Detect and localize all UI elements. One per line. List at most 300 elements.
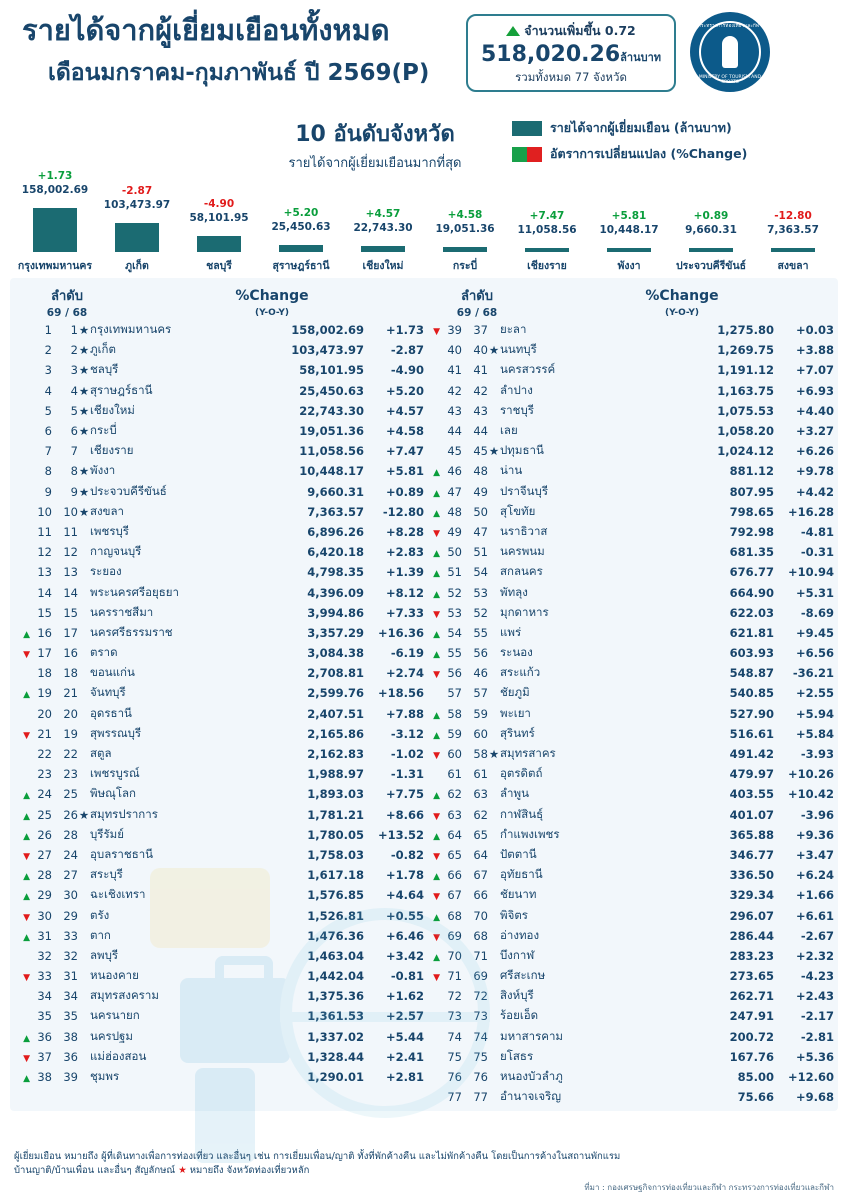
province-change: +9.45 — [795, 625, 834, 640]
main-province-star-icon — [488, 482, 500, 502]
rank-previous: 58 — [473, 747, 488, 762]
bar-item — [506, 176, 588, 252]
bar-pct-label: -12.80 — [774, 210, 812, 222]
province-revenue: 365.88 — [729, 827, 774, 842]
main-province-star-icon — [488, 946, 500, 966]
province-change: +6.61 — [795, 908, 834, 923]
province-name: บึงกาฬ — [500, 947, 535, 962]
rank-previous: 21 — [63, 686, 78, 701]
rank-current: 14 — [37, 585, 52, 600]
rank-change-arrow — [424, 865, 440, 885]
table-row — [424, 1006, 834, 1026]
province-revenue: 346.77 — [729, 847, 774, 862]
rank-change-arrow — [14, 340, 30, 360]
rank-change-arrow — [14, 502, 30, 522]
bar-category-label: สงขลา — [777, 260, 809, 272]
arrow-down-icon: ▼ — [433, 811, 440, 822]
province-name: พิษณุโลก — [90, 786, 137, 801]
bar-chart — [14, 166, 834, 274]
bar-value-label: 158,002.69 — [21, 184, 89, 196]
province-revenue: 1,361.53 — [307, 1009, 364, 1024]
bar-rect — [689, 248, 733, 252]
rank-previous: 17 — [63, 625, 78, 640]
rank-previous: 36 — [63, 1049, 78, 1064]
rank-change-arrow — [14, 603, 30, 623]
rank-previous: 54 — [473, 565, 488, 580]
main-province-star-icon — [78, 683, 90, 703]
province-name: พัทลุง — [500, 584, 528, 599]
province-revenue: 1,617.18 — [307, 868, 364, 883]
rank-current: 33 — [37, 969, 52, 984]
province-revenue: 1,163.75 — [717, 383, 774, 398]
province-revenue: 1,893.03 — [307, 787, 364, 802]
rank-change-arrow — [424, 663, 440, 683]
province-name: เลย — [500, 423, 518, 438]
left-rank-header: ลำดับ — [51, 289, 83, 304]
province-change: +1.66 — [795, 888, 834, 903]
main-province-star-icon — [488, 582, 500, 602]
main-province-star-icon — [78, 582, 90, 602]
main-province-star-icon: ★ — [78, 323, 90, 338]
province-change: +4.64 — [385, 888, 424, 903]
main-province-star-icon: ★ — [78, 464, 90, 479]
table-row — [14, 340, 424, 360]
ministry-logo — [690, 12, 770, 92]
province-revenue: 10,448.17 — [299, 464, 364, 479]
province-name: ภูเก็ต — [90, 342, 116, 357]
main-province-star-icon — [488, 704, 500, 724]
province-revenue: 664.90 — [729, 585, 774, 600]
province-change: +8.66 — [385, 807, 424, 822]
province-name: เพชรบุรี — [90, 523, 129, 538]
rank-current: 58 — [447, 706, 462, 721]
province-name: ลำพูน — [500, 786, 529, 801]
province-change: +5.81 — [385, 464, 424, 479]
province-change: -36.21 — [792, 666, 834, 681]
rank-previous: 16 — [63, 646, 78, 661]
province-change: -3.93 — [800, 747, 834, 762]
main-province-star-icon — [488, 461, 500, 481]
province-revenue: 6,420.18 — [307, 545, 364, 560]
footnote-line-2a: บ้านญาติ/บ้านเพื่อน และอื่นๆ สัญลักษณ์ — [14, 1164, 179, 1176]
bar-item — [670, 176, 752, 252]
province-name: แม่ฮ่องสอน — [90, 1048, 147, 1063]
province-revenue: 1,191.12 — [717, 363, 774, 378]
province-change: +8.12 — [385, 585, 424, 600]
page-title: รายได้จากผู้เยี่ยมเยือนทั้งหมด — [22, 13, 390, 47]
province-revenue: 1,328.44 — [307, 1049, 364, 1064]
arrow-down-icon: ▼ — [23, 1053, 30, 1064]
legend-item-change — [512, 144, 747, 164]
main-province-star-icon — [78, 724, 90, 744]
province-change: +5.31 — [795, 585, 834, 600]
rank-current: 68 — [447, 908, 462, 923]
rank-change-arrow — [14, 905, 30, 925]
province-name: ลำปาง — [500, 382, 533, 397]
bar-rect — [607, 248, 651, 252]
bar-item — [752, 176, 834, 252]
table-row — [14, 542, 424, 562]
province-name: เชียงราย — [90, 443, 134, 458]
province-change: +2.43 — [795, 989, 834, 1004]
rank-current: 21 — [37, 726, 52, 741]
province-change: -4.81 — [800, 524, 834, 539]
main-province-star-icon — [488, 320, 500, 340]
rank-previous: 50 — [473, 504, 488, 519]
bar-pct-label: +0.89 — [693, 210, 729, 222]
province-change: +1.78 — [385, 868, 424, 883]
main-province-star-icon — [488, 502, 500, 522]
rank-previous: 6 — [70, 424, 78, 439]
bar-value-label: 103,473.97 — [103, 199, 171, 212]
province-name: ยะลา — [500, 322, 527, 337]
rank-change-arrow — [424, 683, 440, 703]
rank-previous: 59 — [473, 706, 488, 721]
province-table — [10, 278, 838, 1111]
province-change: +9.68 — [795, 1090, 834, 1105]
arrow-up-icon: ▲ — [433, 488, 440, 499]
table-row — [14, 320, 424, 340]
province-change: +2.41 — [385, 1049, 424, 1064]
rank-current: 49 — [447, 524, 462, 539]
main-province-star-icon — [78, 744, 90, 764]
table-row — [14, 381, 424, 401]
arrow-up-icon: ▲ — [433, 650, 440, 661]
rank-change-arrow — [14, 522, 30, 542]
bar-item — [178, 176, 260, 252]
rank-current: 48 — [447, 504, 462, 519]
rank-previous: 49 — [473, 484, 488, 499]
rank-previous: 61 — [473, 767, 488, 782]
province-change: -8.69 — [800, 605, 834, 620]
province-name: ร้อยเอ็ด — [500, 1008, 539, 1023]
province-name: หนองบัวลำภู — [500, 1069, 563, 1084]
province-change: +2.74 — [385, 666, 424, 681]
province-name: ตราด — [90, 645, 118, 660]
province-name: ขอนแก่น — [90, 665, 135, 680]
rank-previous: 63 — [473, 787, 488, 802]
summary-value: 518,020.26 — [480, 42, 621, 67]
rank-previous: 28 — [63, 827, 78, 842]
rank-current: 40 — [447, 343, 462, 358]
bar-chart-labels — [14, 254, 834, 274]
province-name: นราธิวาส — [500, 523, 548, 538]
province-revenue: 167.76 — [729, 1049, 774, 1064]
table-row — [14, 724, 424, 744]
rank-previous: 75 — [473, 1049, 488, 1064]
table-row — [424, 764, 834, 784]
rank-current: 17 — [37, 646, 52, 661]
main-province-star-icon — [78, 704, 90, 724]
province-revenue: 2,708.81 — [307, 666, 364, 681]
province-change: +0.89 — [385, 484, 424, 499]
rank-previous: 22 — [63, 747, 78, 762]
main-province-star-icon — [78, 603, 90, 623]
legend-label-change: อัตราการเปลี่ยนแปลง (%Change) — [550, 146, 748, 161]
header — [0, 0, 848, 112]
province-change: -0.81 — [390, 969, 424, 984]
table-row — [424, 542, 834, 562]
bar-value-label: 10,448.17 — [599, 224, 659, 236]
province-revenue: 329.34 — [729, 888, 774, 903]
rank-current: 25 — [37, 807, 52, 822]
rank-current: 35 — [37, 1009, 52, 1024]
province-revenue: 881.12 — [729, 464, 774, 479]
province-change: +1.39 — [385, 565, 424, 580]
main-province-star-icon — [488, 845, 500, 865]
bar-pct-label: -2.87 — [121, 185, 153, 198]
province-revenue: 807.95 — [729, 484, 774, 499]
rank-change-arrow — [424, 845, 440, 865]
main-province-star-icon — [78, 966, 90, 986]
rank-change-arrow — [14, 1047, 30, 1067]
province-change: +9.36 — [795, 827, 834, 842]
table-row — [14, 805, 424, 825]
table-row — [14, 764, 424, 784]
bar-category-label: ประจวบคีรีขันธ์ — [675, 260, 747, 272]
rank-previous: 51 — [473, 545, 488, 560]
table-row — [14, 562, 424, 582]
rank-current: 9 — [44, 484, 52, 499]
arrow-down-icon: ▼ — [433, 327, 440, 338]
province-name: อำนาจเจริญ — [500, 1089, 562, 1104]
rank-previous: 64 — [473, 847, 488, 862]
province-change: +7.75 — [385, 787, 424, 802]
table-row — [424, 502, 834, 522]
main-province-star-icon — [78, 1047, 90, 1067]
table-row — [14, 986, 424, 1006]
rank-current: 22 — [37, 747, 52, 762]
footer — [0, 1150, 848, 1200]
rank-current: 65 — [447, 847, 462, 862]
rank-change-arrow — [424, 926, 440, 946]
star-icon: ★ — [178, 1164, 187, 1176]
table-row — [424, 784, 834, 804]
bar-category-label: เชียงราย — [527, 260, 567, 272]
rank-previous: 12 — [63, 545, 78, 560]
province-revenue: 1,075.53 — [717, 403, 774, 418]
bar-value-label: 58,101.95 — [189, 211, 249, 224]
table-row — [14, 825, 424, 845]
rank-previous: 67 — [473, 868, 488, 883]
bar-category-label: สุราษฎร์ธานี — [272, 260, 330, 272]
rank-previous: 68 — [473, 928, 488, 943]
main-province-star-icon: ★ — [488, 747, 500, 762]
table-row — [424, 825, 834, 845]
province-change: +4.57 — [385, 403, 424, 418]
rank-previous: 10 — [63, 504, 78, 519]
rank-change-arrow — [424, 441, 440, 461]
footnote-line-2b: หมายถึง จังหวัดท่องเที่ยวหลัก — [186, 1164, 310, 1176]
province-revenue: 527.90 — [729, 706, 774, 721]
province-revenue: 3,084.38 — [307, 646, 364, 661]
right-rank-header: ลำดับ — [461, 289, 493, 304]
rank-previous: 8 — [70, 464, 78, 479]
rank-previous: 4 — [70, 383, 78, 398]
bar-item — [424, 176, 506, 252]
province-change: +10.26 — [787, 767, 834, 782]
rank-previous: 1 — [70, 323, 78, 338]
legend-swatch-revenue — [512, 121, 542, 136]
table-row — [424, 461, 834, 481]
table-row — [14, 582, 424, 602]
province-change: +4.40 — [795, 403, 834, 418]
province-change: +2.32 — [795, 948, 834, 963]
rank-current: 57 — [447, 686, 462, 701]
province-name: ตรัง — [90, 907, 110, 922]
rank-change-arrow — [424, 885, 440, 905]
province-revenue: 1,476.36 — [307, 928, 364, 943]
province-name: ตาก — [90, 927, 111, 942]
table-row — [14, 461, 424, 481]
table-row — [14, 905, 424, 925]
rank-current: 41 — [447, 363, 462, 378]
main-province-star-icon — [488, 603, 500, 623]
arrow-down-icon: ▼ — [23, 851, 30, 862]
rank-change-arrow — [14, 401, 30, 421]
province-revenue: 58,101.95 — [299, 363, 364, 378]
arrow-up-icon: ▲ — [23, 690, 30, 701]
table-row — [14, 865, 424, 885]
province-change: +9.78 — [795, 464, 834, 479]
province-name: สตูล — [90, 746, 112, 761]
bar-rect — [115, 223, 159, 252]
table-row — [424, 1087, 834, 1107]
province-name: ปัตตานี — [500, 846, 537, 861]
rank-previous: 9 — [70, 484, 78, 499]
rank-change-arrow — [14, 542, 30, 562]
rank-current: 63 — [447, 807, 462, 822]
rank-subtitle: รายได้จากผู้เยี่ยมเยือนมากที่สุด — [288, 156, 462, 171]
main-province-star-icon — [488, 966, 500, 986]
rank-previous: 46 — [473, 666, 488, 681]
main-province-star-icon — [78, 1027, 90, 1047]
province-name: หนองคาย — [90, 968, 139, 983]
table-row — [424, 562, 834, 582]
province-revenue: 2,407.51 — [307, 706, 364, 721]
main-province-star-icon — [78, 905, 90, 925]
rank-current: 73 — [447, 1009, 462, 1024]
rank-change-arrow — [424, 744, 440, 764]
rank-change-arrow — [14, 926, 30, 946]
province-change: +16.28 — [787, 504, 834, 519]
main-province-star-icon — [488, 643, 500, 663]
province-change: +5.84 — [795, 726, 834, 741]
province-name: อุบลราชธานี — [90, 846, 154, 861]
province-revenue: 85.00 — [737, 1070, 774, 1085]
rank-change-arrow — [424, 320, 440, 340]
table-row — [14, 744, 424, 764]
province-name: มหาสารคาม — [500, 1028, 564, 1043]
arrow-down-icon: ▼ — [433, 932, 440, 943]
province-revenue: 540.85 — [729, 686, 774, 701]
arrow-up-icon: ▲ — [433, 710, 440, 721]
rank-current: 52 — [447, 585, 462, 600]
arrow-down-icon: ▼ — [23, 650, 30, 661]
rank-previous: 73 — [473, 1009, 488, 1024]
rank-previous: 52 — [473, 605, 488, 620]
table-row — [14, 401, 424, 421]
province-revenue: 1,337.02 — [307, 1029, 364, 1044]
table-row — [14, 421, 424, 441]
rank-current: 69 — [447, 928, 462, 943]
province-change: +4.58 — [385, 424, 424, 439]
left-year-sep: / — [65, 307, 69, 319]
bar-pct-label: +4.58 — [447, 208, 483, 221]
table-row — [14, 1027, 424, 1047]
rank-current: 59 — [447, 726, 462, 741]
left-rows — [14, 320, 424, 1087]
province-name: น่าน — [500, 463, 523, 478]
table-row — [14, 683, 424, 703]
province-revenue: 548.87 — [729, 666, 774, 681]
province-name: นครนายก — [90, 1008, 140, 1023]
table-row — [424, 522, 834, 542]
triangle-up-icon — [506, 26, 520, 36]
table-row — [424, 946, 834, 966]
province-change: -2.67 — [800, 928, 834, 943]
table-row — [14, 926, 424, 946]
province-change: -0.31 — [800, 545, 834, 560]
bar-pct-label: +5.81 — [611, 210, 647, 222]
province-change: +2.55 — [795, 686, 834, 701]
rank-previous: 20 — [63, 706, 78, 721]
rank-current: 11 — [37, 524, 52, 539]
province-revenue: 2,165.86 — [307, 726, 364, 741]
rank-current: 31 — [37, 928, 52, 943]
rank-current: 54 — [447, 625, 462, 640]
province-name: สมุทรสาคร — [500, 746, 556, 761]
right-year-old: 68 — [482, 307, 498, 319]
province-revenue: 283.23 — [729, 948, 774, 963]
rank-current: 62 — [447, 787, 462, 802]
arrow-down-icon: ▼ — [433, 892, 440, 903]
rank-change-arrow — [424, 1087, 440, 1107]
left-pct-subheader: (Y-O-Y) — [255, 308, 289, 318]
bar-pct-label: +4.57 — [365, 207, 401, 220]
table-right-column — [424, 284, 834, 1107]
province-name: ศรีสะเกษ — [500, 968, 546, 983]
province-change: +6.24 — [795, 868, 834, 883]
province-name: นครพนม — [500, 544, 545, 559]
main-province-star-icon — [488, 401, 500, 421]
province-revenue: 158,002.69 — [291, 323, 364, 338]
table-row — [14, 482, 424, 502]
arrow-up-icon: ▲ — [23, 791, 30, 802]
logo-top-text: กระทรวงการท่องเที่ยวและกีฬา — [698, 24, 762, 29]
rank-change-arrow — [424, 1027, 440, 1047]
rank-change-arrow — [424, 360, 440, 380]
table-row — [424, 905, 834, 925]
left-pct-header: %Change — [235, 287, 309, 304]
table-row — [424, 1067, 834, 1087]
rank-current: 13 — [37, 565, 52, 580]
province-change: +0.55 — [385, 908, 424, 923]
rank-change-arrow — [14, 986, 30, 1006]
province-revenue: 296.07 — [729, 908, 774, 923]
rank-change-arrow — [424, 340, 440, 360]
arrow-up-icon: ▲ — [433, 569, 440, 580]
main-province-star-icon — [488, 805, 500, 825]
province-change: +7.07 — [795, 363, 834, 378]
main-province-star-icon — [488, 1027, 500, 1047]
bar-value-label: 11,058.56 — [517, 224, 577, 236]
main-province-star-icon: ★ — [78, 807, 90, 822]
legend-item-revenue — [512, 118, 747, 138]
table-row — [424, 1027, 834, 1047]
rank-current: 67 — [447, 888, 462, 903]
left-header-table — [14, 284, 424, 320]
